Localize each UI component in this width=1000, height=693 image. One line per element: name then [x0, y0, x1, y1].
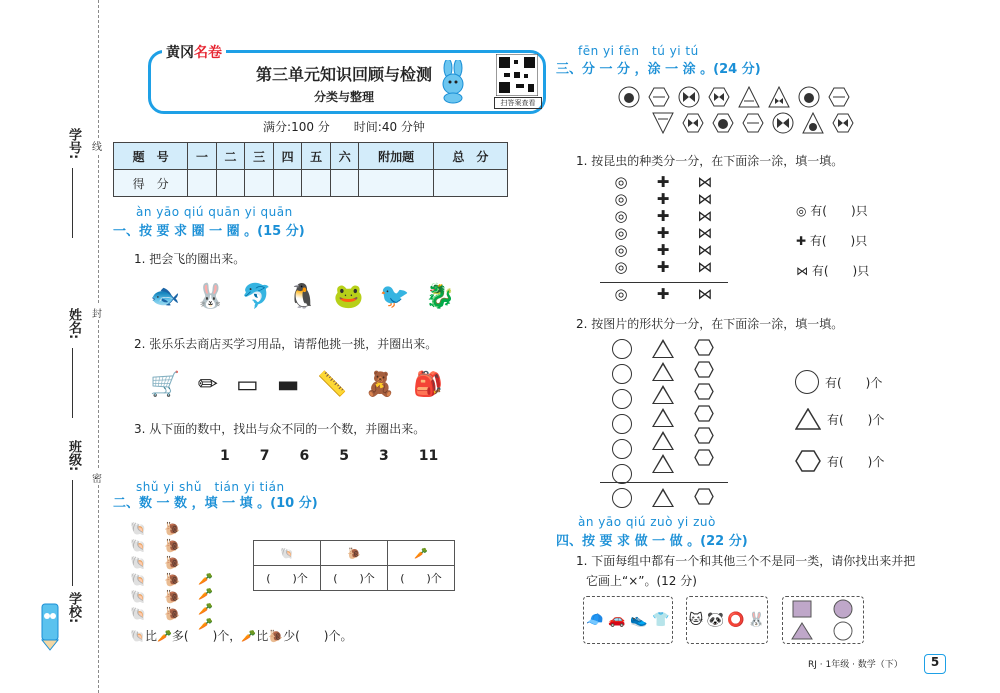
circle-cell[interactable]	[612, 464, 632, 484]
hexagon-cell[interactable]	[694, 449, 714, 466]
score-cell[interactable]	[302, 170, 331, 197]
score-cell[interactable]	[245, 170, 274, 197]
triangle-cell[interactable]	[652, 431, 674, 450]
ladybug-cell[interactable]: ◎	[614, 173, 628, 191]
circle-cell[interactable]	[612, 339, 632, 359]
score-header: 附加题	[359, 143, 433, 170]
eraser-icon[interactable]: ▭	[236, 370, 259, 398]
school-label: 学校:	[66, 592, 81, 624]
ladybug-count[interactable]: ◎ 有( )只	[796, 204, 868, 218]
circle-icon	[795, 370, 819, 394]
insect-columns	[610, 174, 716, 276]
s4-heading: 四、按 要 求 做 一 做 。(22 分)	[556, 534, 748, 549]
dragonfly-hexagon-icon	[828, 86, 850, 108]
s1-heading: 一、按 要 求 圈 一 圈 。(15 分)	[113, 224, 305, 239]
shape-insect-row-1	[618, 86, 850, 108]
qr-caption: 扫答案查看	[494, 97, 542, 109]
snail-icon: 🐌	[321, 541, 388, 566]
carrot-icon: 🥕	[198, 617, 214, 631]
carrot-icon: 🥕	[198, 587, 214, 601]
triangle-icon	[795, 408, 821, 430]
ladybug-cell[interactable]: ◎	[614, 258, 628, 276]
s3-q2: 2. 按图片的形状分一分，在下面涂一涂，填一填。	[576, 317, 844, 331]
ladybug-cell[interactable]: ◎	[614, 190, 628, 208]
dolphin-icon[interactable]: 🐬	[241, 282, 272, 310]
score-cell[interactable]	[359, 170, 433, 197]
hexagon-cell[interactable]	[694, 361, 714, 378]
triangle-icon	[652, 488, 674, 507]
shell-icon: 🐚	[130, 607, 147, 622]
hexagon-cell[interactable]	[694, 339, 714, 356]
backpack-icon[interactable]: 🎒	[413, 370, 444, 398]
panda-icon[interactable]: 🐼	[706, 612, 724, 628]
empty-circle-shape-icon[interactable]	[834, 622, 852, 640]
ladybug-cell[interactable]: ◎	[614, 224, 628, 242]
score-header: 四	[273, 143, 302, 170]
triangle-shape-icon[interactable]	[792, 623, 812, 639]
circle-icon	[612, 488, 632, 508]
rabbit-icon[interactable]: 🐰	[747, 612, 766, 628]
dragonfly-icon: ✚	[796, 234, 810, 248]
s3-pinyin: fēn yi fēn tú yi tú	[578, 44, 699, 58]
snail-icon: 🐌	[164, 556, 181, 571]
dragonfly-cell[interactable]: ✚	[656, 207, 670, 225]
page-subtitle: 分类与整理	[313, 90, 374, 104]
group-3	[782, 596, 864, 644]
butterfly-cell[interactable]: ⋈	[697, 224, 713, 242]
dragonfly-hexagon-icon	[742, 112, 764, 134]
number-item[interactable]: 6	[299, 448, 310, 464]
exam-meta: 满分:100 分 时间:40 分钟	[263, 120, 425, 134]
dragonfly-cell[interactable]: ✚	[656, 241, 670, 259]
circle-count[interactable]: 有( )个	[795, 370, 882, 394]
ruler-icon[interactable]: 📏	[317, 370, 348, 398]
ladybug-hexagon-icon	[712, 112, 734, 134]
pencil-mascot-icon	[38, 596, 62, 652]
dragonfly-cell[interactable]: ✚	[656, 258, 670, 276]
page-title: 第三单元知识回顾与检测	[255, 65, 432, 84]
rabbit-mascot-icon	[434, 60, 474, 104]
shell-icon: 🐚	[130, 590, 147, 605]
shell-icon: 🐚	[130, 556, 147, 571]
carrot-icon: 🥕	[388, 541, 455, 566]
score-cell[interactable]	[188, 170, 217, 197]
circle-cell[interactable]	[612, 364, 632, 384]
butterfly-cell[interactable]: ⋈	[697, 241, 713, 259]
score-header: 三	[245, 143, 274, 170]
ladybug-circle-icon	[618, 86, 640, 108]
name-field[interactable]	[72, 348, 73, 418]
s4-q1-line1: 1. 下面每组中都有一个和其他三个不是同一类，请你找出来并把	[576, 554, 916, 568]
ladybug-cell[interactable]: ◎	[614, 207, 628, 225]
score-cell[interactable]	[273, 170, 302, 197]
rabbit-icon[interactable]: 🐰	[195, 282, 226, 310]
class-label: 班级:	[66, 440, 81, 472]
count-blank[interactable]: ( )个	[254, 566, 321, 591]
shape-insect-row-2	[652, 112, 854, 134]
count-blank[interactable]: ( )个	[321, 566, 388, 591]
car-icon[interactable]: 🚗	[608, 612, 626, 628]
carrot-icon: 🥕	[198, 602, 214, 616]
s3-q1: 1. 按昆虫的种类分一分，在下面涂一涂，填一填。	[576, 154, 844, 168]
carrot-icon: 🥕	[198, 572, 214, 586]
circle-cell[interactable]	[612, 389, 632, 409]
dragonfly-count[interactable]: ✚ 有( )只	[796, 234, 868, 248]
insect-labels	[610, 286, 716, 303]
dragonfly-cell[interactable]: ✚	[656, 173, 670, 191]
shell-icon: 🐚	[130, 539, 147, 554]
triangle-cell[interactable]	[652, 454, 674, 473]
butterfly-cell[interactable]: ⋈	[697, 190, 713, 208]
number-item[interactable]: 11	[418, 448, 439, 464]
dragonfly-hexagon-icon	[648, 86, 670, 108]
butterfly-circle-icon	[678, 86, 700, 108]
ladybug-triangle-icon	[802, 112, 824, 134]
ladybug-cell[interactable]: ◎	[614, 241, 628, 259]
fish-icon[interactable]: 🐟	[150, 282, 180, 310]
hexagon-cell[interactable]	[694, 383, 714, 400]
number-item[interactable]: 7	[259, 448, 270, 464]
student-id-field[interactable]	[72, 168, 73, 238]
group-2	[686, 596, 768, 644]
hexagon-icon	[694, 488, 714, 505]
triangle-cell[interactable]	[652, 339, 674, 358]
triangle-cell[interactable]	[652, 385, 674, 404]
circle-cell[interactable]	[612, 439, 632, 459]
score-cell[interactable]	[433, 170, 507, 197]
snail-icon: 🐌	[164, 607, 181, 622]
snail-icon: 🐌	[164, 522, 181, 537]
snail-icon: 🐌	[164, 573, 181, 588]
penguin-icon[interactable]: 🐧	[287, 282, 318, 310]
binding-mark-line: 线	[92, 138, 102, 153]
shape-columns	[612, 339, 714, 484]
score-row-label: 得 分	[114, 170, 188, 197]
butterfly-count[interactable]: ⋈ 有( )只	[796, 264, 870, 278]
dragonfly-cell[interactable]: ✚	[656, 190, 670, 208]
binding-mark-seal: 封	[92, 305, 102, 320]
s4-q1-line2: 它画上“×”。(12 分)	[586, 574, 697, 588]
qr-code-icon[interactable]	[496, 54, 538, 96]
square-shape-icon[interactable]	[793, 601, 811, 617]
score-header: 二	[216, 143, 245, 170]
count-pictures	[130, 522, 213, 631]
cat-icon[interactable]: 🐱	[688, 612, 704, 628]
binding-line	[98, 0, 99, 693]
snail-icon: 🐌	[164, 539, 181, 554]
swallow-icon[interactable]: 🐦	[379, 282, 410, 310]
brand-logo: 黄冈名卷	[162, 42, 226, 62]
s1-q1-icons	[150, 282, 455, 310]
triangle-cell[interactable]	[652, 408, 674, 427]
group-1	[583, 596, 673, 644]
shape-labels	[612, 488, 714, 508]
score-header: 六	[330, 143, 359, 170]
dragonfly-triangle-icon	[652, 112, 674, 134]
butterfly-hexagon-icon	[708, 86, 730, 108]
score-cell[interactable]	[330, 170, 359, 197]
pencil-icon[interactable]: ✏	[197, 370, 218, 398]
shirt-icon[interactable]: 👕	[652, 612, 670, 628]
series-label: RJ · 1年级 · 数学（下）	[808, 660, 903, 670]
s3-heading: 三、分 一 分 ，涂 一 涂 。(24 分)	[556, 62, 761, 77]
dragonfly-icon[interactable]: 🐉	[425, 282, 456, 310]
count-table	[253, 540, 455, 591]
ladybug-icon: ◎	[796, 204, 811, 218]
hexagon-icon	[795, 450, 821, 472]
s1-q2-icons	[150, 370, 443, 398]
s2-heading: 二、数 一 数 ，填 一 填 。(10 分)	[113, 496, 318, 511]
name-label: 姓名:	[66, 308, 81, 340]
butterfly-circle-icon	[772, 112, 794, 134]
shell-icon: 🐚	[130, 573, 147, 588]
page-number: 5	[924, 654, 946, 674]
dragonfly-cell[interactable]: ✚	[656, 224, 670, 242]
cap-icon[interactable]: 🧢	[586, 612, 604, 628]
butterfly-cell[interactable]: ⋈	[697, 258, 713, 276]
compare-sentence[interactable]: 🐚比🥕多( )个，🥕比🐌少( )个。	[130, 629, 353, 643]
shell-icon: 🐚	[130, 522, 147, 537]
score-table	[113, 142, 508, 197]
teddy-bear-icon[interactable]: 🧸	[365, 370, 396, 398]
group-3-shapes	[783, 597, 863, 643]
score-header: 五	[302, 143, 331, 170]
ring-icon[interactable]: ⭕	[727, 612, 745, 628]
s2-pinyin: shǔ yi shǔ tián yi tián	[136, 480, 285, 494]
insect-baseline	[600, 282, 728, 283]
number-item[interactable]: 1	[220, 448, 230, 464]
student-id-label: 学号:	[66, 128, 81, 160]
score-header: 一	[188, 143, 217, 170]
dragonfly-icon: ✚	[656, 285, 670, 303]
ladybug-circle-icon	[798, 86, 820, 108]
s1-q3: 3. 从下面的数中，找出与众不同的一个数，并圈出来。	[134, 422, 426, 436]
count-blank[interactable]: ( )个	[388, 566, 455, 591]
butterfly-icon: ⋈	[796, 264, 812, 278]
butterfly-triangle-icon	[768, 86, 790, 108]
butterfly-hexagon-icon	[832, 112, 854, 134]
cart-icon[interactable]: 🛒	[150, 370, 180, 398]
butterfly-cell[interactable]: ⋈	[697, 173, 713, 191]
shoes-icon[interactable]: 👟	[630, 612, 648, 628]
triangle-cell[interactable]	[652, 362, 674, 381]
binding-mark-close: 密	[92, 470, 102, 485]
butterfly-cell[interactable]: ⋈	[697, 207, 713, 225]
s1-q1: 1. 把会飞的圈出来。	[134, 252, 246, 266]
hexagon-cell[interactable]	[694, 427, 714, 444]
triangle-count[interactable]: 有( )个	[795, 408, 884, 430]
score-cell[interactable]	[216, 170, 245, 197]
number-row	[220, 448, 438, 464]
frog-icon[interactable]: 🐸	[333, 282, 364, 310]
score-header: 总 分	[433, 143, 507, 170]
butterfly-icon: ⋈	[697, 285, 713, 303]
butterfly-hexagon-icon	[682, 112, 704, 134]
number-item[interactable]: 3	[379, 448, 389, 464]
shell-icon: 🐚	[254, 541, 321, 566]
shape-baseline	[600, 482, 728, 483]
snail-icon: 🐌	[164, 590, 181, 605]
hexagon-cell[interactable]	[694, 405, 714, 422]
number-item[interactable]: 5	[339, 448, 349, 464]
school-field[interactable]	[72, 520, 73, 586]
ladybug-icon: ◎	[614, 285, 628, 303]
score-header: 题 号	[114, 143, 188, 170]
filled-circle-shape-icon[interactable]	[834, 600, 852, 618]
circle-cell[interactable]	[612, 414, 632, 434]
hexagon-count[interactable]: 有( )个	[795, 450, 884, 472]
pencil-case-icon[interactable]: ▬	[276, 370, 300, 398]
s1-pinyin: àn yāo qiú quān yi quān	[136, 205, 293, 219]
dragonfly-triangle-icon	[738, 86, 760, 108]
s1-q2: 2. 张乐乐去商店买学习用品，请帮他挑一挑，并圈出来。	[134, 337, 438, 351]
s4-pinyin: àn yāo qiú zuò yi zuò	[578, 515, 716, 529]
